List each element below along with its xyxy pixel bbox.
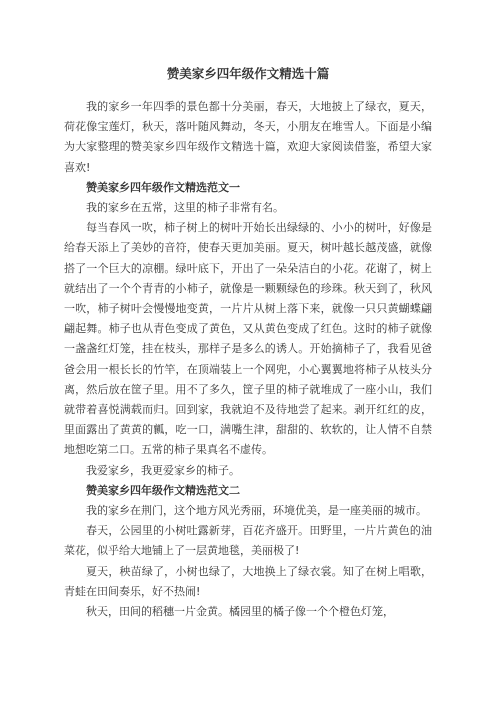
essay-2-paragraph: 秋天，田间的稻穗一片金黄。橘园里的橘子像一个个橙色灯笼，	[86, 605, 394, 619]
essay-1-heading: 赞美家乡四年级作文精选范文一	[86, 180, 240, 194]
intro-paragraph: 我的家乡一年四季的景色都十分美丽，春天，大地披上了绿衣，夏天，荷花像宝莲灯，秋天，落叶随风舞动，冬天，小朋友在堆雪人。下面是小编为大家整理的赞美家乡四年级作文精选十篇，欢迎大家阅读借鉴，希望大家喜欢!	[64, 100, 432, 174]
page-title: 赞美家乡四年级作文精选十篇	[166, 66, 330, 81]
essay-1-paragraph: 我爱家乡，我更爱家乡的柿子。	[86, 463, 240, 477]
essay-1-paragraph: 我的家乡在五常，这里的柿子非常有名。	[86, 201, 284, 215]
essay-2-paragraph: 我的家乡在荆门，这个地方风光秀丽，环境优美，是一座美丽的城市。	[86, 504, 427, 518]
essay-2-heading: 赞美家乡四年级作文精选范文二	[86, 483, 240, 497]
essay-1-paragraph: 每当春风一吹，柿子树上的树叶开始长出绿绿的、小小的树叶，好像是给春天添上了美妙的音符，使春天更加美丽。夏天，树叶越长越茂盛，就像搭了一个巨大的凉棚。绿叶底下，开出了一朵朵洁白的小花。花谢了，树上就结出了一个个青青的小柿子，就像是一颗颗绿色的珍珠。秋天到了，秋风一吹，柿子树叶会慢慢地变黄，一片片从树上落下来，就像一只只黄蝴蝶翩翩起舞。柿子也从青色变成了黄色，又从黄色变成了红色。这时的柿子就像一盏盏红灯笼，挂在枝头，那样子是多么的诱人。开始摘柿子了，我看见爸爸会用一根长长的竹竿，在顶端装上一个网兜，小心翼翼地将柿子从枝头分离，然后放在筐子里。用不了多久，筐子里的柿子就堆成了一座小山，我们就带着喜悦满载而归。回到家，我就迫不及待地尝了起来。剥开红红的皮，里面露出了黄黄的瓤，吃一口，满嘴生津，甜甜的、软软的，让人情不自禁地想吃第二口。五常的柿子果真名不虚传。	[64, 221, 432, 457]
essay-2-paragraph: 夏天，秧苗绿了，小树也绿了，大地换上了绿衣裳。知了在树上唱歌，青蛙在田间奏乐，好不热闹!	[64, 564, 432, 598]
essay-2-paragraph: 春天，公园里的小树吐露新芽，百花齐盛开。田野里，一片片黄色的油菜花，似乎给大地铺上了一层黄地毯，美丽极了!	[64, 524, 432, 558]
